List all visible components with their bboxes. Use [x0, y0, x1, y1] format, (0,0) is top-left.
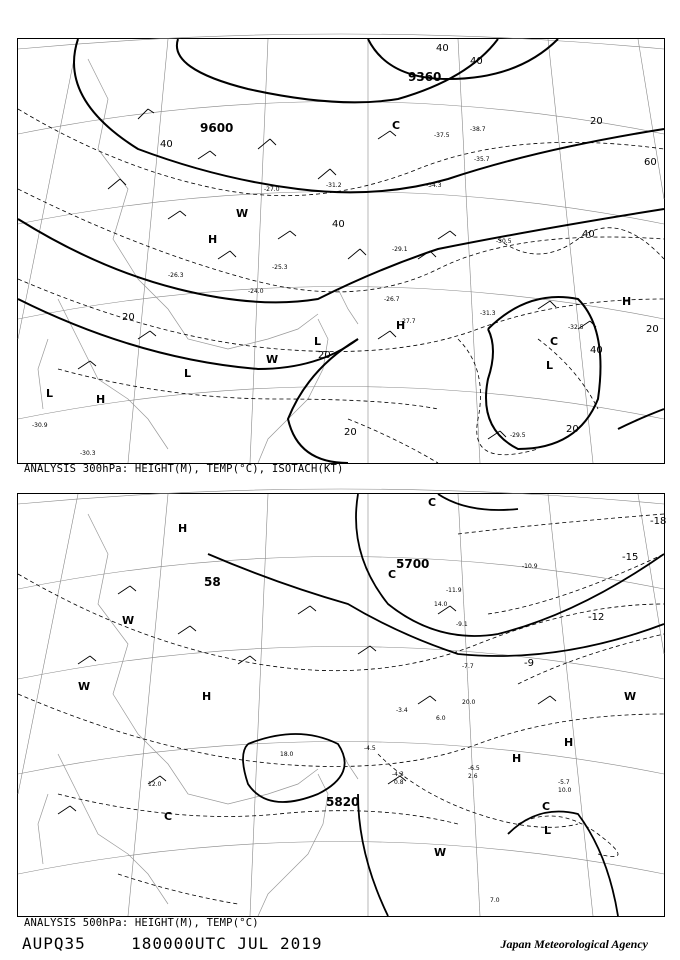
station-temp: -30.3: [80, 450, 96, 457]
high-pressure-center: H: [96, 393, 106, 406]
high-pressure-center: H: [208, 233, 218, 246]
isotach-label: 20: [590, 116, 603, 127]
isotherm-label: -18: [650, 516, 667, 527]
isotach-label: 40: [436, 43, 449, 54]
map-panel-300hpa: [17, 38, 665, 464]
high-pressure-center: H: [512, 752, 522, 765]
station-value: -9.1: [456, 621, 468, 628]
caption-500hpa: ANALYSIS 500hPa: HEIGHT(M), TEMP(°C): [24, 917, 259, 929]
station-value: 6.0: [436, 715, 446, 722]
isotherm-label: -9: [524, 658, 534, 669]
station-temp: -27.0: [264, 186, 280, 193]
warm-center: W: [266, 353, 279, 366]
station-value: -10.9: [522, 563, 538, 570]
station-value: -11.9: [446, 587, 462, 594]
isotach-label: 20: [318, 350, 331, 361]
warm-center: W: [78, 680, 91, 693]
station-temp: -32.5: [568, 324, 584, 331]
station-temp: -29.5: [510, 432, 526, 439]
station-temp: -26.7: [384, 296, 400, 303]
station-value: -4.3: [392, 771, 404, 778]
station-value: -3.4: [396, 707, 408, 714]
product-code: AUPQ35: [22, 934, 86, 953]
map-panel-500hpa: [17, 493, 665, 917]
isotach-label: 20: [566, 424, 579, 435]
station-temp: -30.5: [496, 238, 512, 245]
low-pressure-center: L: [46, 387, 54, 400]
isotach-label: 20: [122, 312, 135, 323]
map-300hpa-chart: [18, 39, 664, 463]
graticule: [18, 489, 667, 916]
station-temp: -38.7: [470, 126, 486, 133]
coastline: [38, 59, 358, 463]
station-value: -5.7: [558, 779, 570, 786]
caption-300hpa: ANALYSIS 300hPa: HEIGHT(M), TEMP(°C), ISOTACH(KT): [24, 463, 344, 475]
height-label: 58: [204, 575, 221, 589]
isotach-label: 20: [344, 427, 357, 438]
isotherm-label: -15: [622, 552, 639, 563]
map-500hpa-chart: [18, 494, 667, 916]
graticule: [18, 34, 664, 463]
coastline: [38, 514, 358, 916]
station-temp: -31.3: [480, 310, 496, 317]
station-value: 7.0: [490, 897, 500, 904]
station-temp: -34.3: [426, 182, 442, 189]
isotach-label: 40: [590, 345, 603, 356]
isotach-label: 20: [646, 324, 659, 335]
isotherm-label: -12: [588, 612, 605, 623]
high-pressure-center: H: [564, 736, 574, 749]
station-value: -6.5: [468, 765, 480, 772]
station-value: 14.0: [434, 601, 448, 608]
footer-product-line: [22, 934, 322, 953]
high-pressure-center: H: [202, 690, 212, 703]
isotach-label: 40: [160, 139, 173, 150]
valid-time: 180000UTC JUL 2019: [131, 934, 323, 953]
high-pressure-center: H: [622, 295, 632, 308]
station-temp: -37.5: [434, 132, 450, 139]
cold-center: C: [550, 335, 559, 348]
station-value: -7.7: [462, 663, 474, 670]
height-label: 5820: [326, 795, 360, 809]
station-temp: -29.1: [392, 246, 408, 253]
station-value: 20.0: [462, 699, 476, 706]
low-pressure-center: L: [544, 824, 552, 837]
low-pressure-center: L: [314, 335, 322, 348]
cold-center: C: [388, 568, 397, 581]
height-label: 5700: [396, 557, 430, 571]
station-value: -4.5: [364, 745, 376, 752]
station-temp: -24.0: [248, 288, 264, 295]
cold-center: C: [542, 800, 551, 813]
station-value: 18.0: [280, 751, 294, 758]
station-value: 10.0: [558, 787, 572, 794]
station-value: 12.0: [148, 781, 162, 788]
isotach-label: 40: [582, 229, 595, 240]
station-value: 0.8: [394, 779, 404, 786]
station-temp: -35.7: [474, 156, 490, 163]
station-temp: -31.2: [326, 182, 342, 189]
station-temp: -25.3: [272, 264, 288, 271]
isotach-label: 60: [644, 157, 657, 168]
station-temp: -30.9: [32, 422, 48, 429]
warm-center: W: [236, 207, 249, 220]
height-contours: [18, 39, 664, 463]
isotherms: [18, 109, 664, 463]
high-pressure-center: H: [178, 522, 188, 535]
warm-center: W: [122, 614, 135, 627]
isotach-label: 40: [470, 56, 483, 67]
agency-name: Japan Meteorological Agency: [500, 937, 648, 951]
warm-center: W: [624, 690, 637, 703]
height-label: 9600: [200, 121, 234, 135]
cold-center: C: [392, 119, 401, 132]
high-pressure-center: H: [396, 319, 406, 332]
station-temp: -26.3: [168, 272, 184, 279]
low-pressure-center: L: [546, 359, 554, 372]
cold-center: C: [164, 810, 173, 823]
cold-center: C: [428, 496, 437, 509]
low-pressure-center: L: [184, 367, 192, 380]
station-temp: -27.7: [400, 318, 416, 325]
station-value: 2.6: [468, 773, 478, 780]
warm-center: W: [434, 846, 447, 859]
isotach-label: 40: [332, 219, 345, 230]
height-label: 9360: [408, 70, 442, 84]
